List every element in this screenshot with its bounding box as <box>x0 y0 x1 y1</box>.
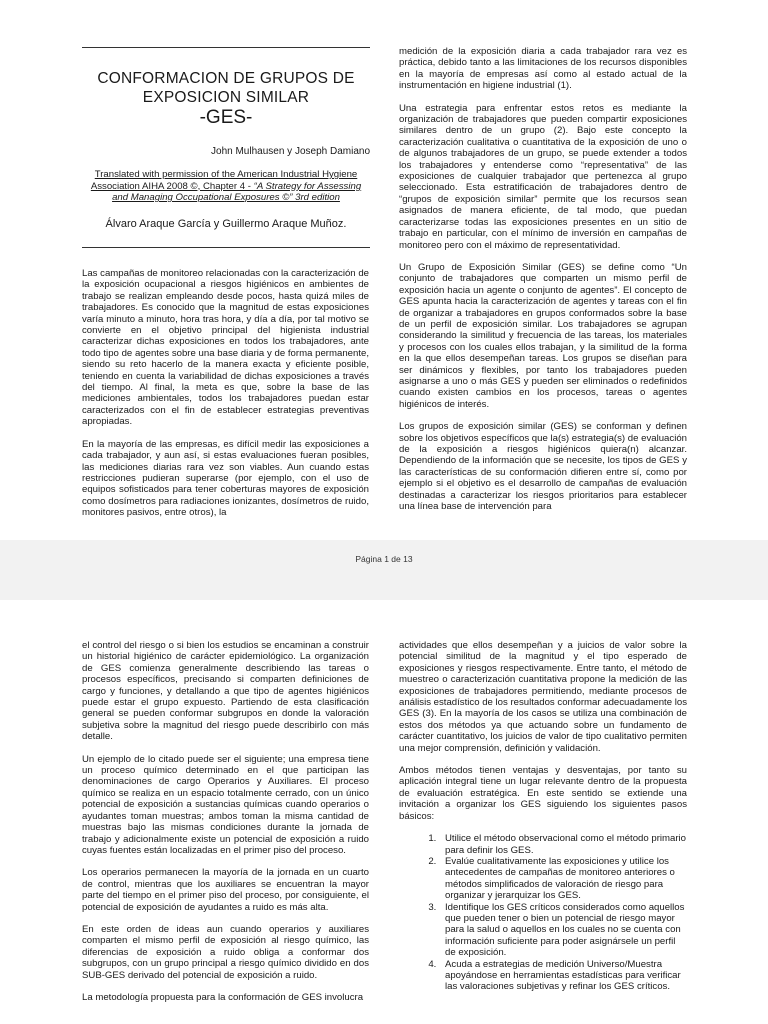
paragraph: medición de la exposición diaria a cada trabajador rara vez es práctica, debido tanto a las limitaciones de los recursos disponibles en la mayoría de empresas así como al estado actual de la instrumentación en higiene industrial (1). <box>399 46 687 92</box>
translators: Álvaro Araque García y Guillermo Araque Muñoz. <box>105 218 347 230</box>
title-line-2: EXPOSICION SIMILAR <box>142 89 310 106</box>
paragraph: Ambos métodos tienen ventajas y desventajas, por tanto su aplicación integral tiene un lugar relevante dentro de la propuesta de evaluación estratégica. En este sentido se extiende una invitación a organizar los GES siguiendo los siguientes pasos básicos: <box>399 765 687 822</box>
paragraph: La metodología propuesta para la conformación de GES involucra <box>82 991 364 1003</box>
authors: John Mulhausen y Joseph Damiano <box>211 146 370 157</box>
paragraph: Los grupos de exposición similar (GES) se conforman y definen sobre los objetivos específicos que la(s) estrategia(s) de evaluación de la exposición a riesgos higiénicos quiera(n) alcanzar. Dependiendo de la información que se necesite, los tipos de GES y las características de su conformación difieren entre sí, como por ejemplo si el objetivo es el desarrollo de campañas de evaluación destinadas a caracterizar los riesgos prioritarios para establecer una línea base de intervención para <box>399 421 687 513</box>
header-rule <box>82 247 370 248</box>
paragraph: actividades que ellos desempeñan y a juicios de valor sobre la potencial similitud de la magnitud y el tipo esperado de exposiciones y riesgos respectivamente. Entre tanto, el método de muestreo o caracterización cuantitativa propone la medición de las exposiciones de trabajadores permitiendo, mediante procesos de análisis estadístico de los resultados conformar adecuadamente los GES (3). En la mayoría de los casos se utiliza una combinación de estos dos métodos ya que actuando sobre un fundamento de carácter cuantitativo, los juicios de valor de tipo cualitativo permiten una mejor comprensión, definición y validación. <box>399 640 687 754</box>
title-line-3: -GES- <box>199 107 253 128</box>
page2-right-column <box>399 640 687 993</box>
paragraph: Un ejemplo de lo citado puede ser el siguiente; una empresa tiene un proceso químico determinado en el que participan las denominaciones de cargo Operarios y Auxiliares. El proceso químico se realiza en un espacio totalmente cerrado, con un único potencial de exposición a sustancias químicas cuando operarios o ayudantes toman muestras; ambos toman la misma cantidad de muestras bajo las mismas condiciones durante la jornada de trabajo y adicionalmente existe un potencial de exposición a ruido cuyas fuentes están localizadas en el primer piso del proceso. <box>82 753 369 856</box>
top-rule <box>82 47 370 48</box>
page2-left-column <box>82 640 369 1014</box>
page-separator <box>0 540 768 600</box>
translation-line-3-text: and Managing Occupational Exposures ©” 3rd edition <box>112 192 340 203</box>
list-item: 3. Identifique los GES críticos considerados como aquellos que pueden tener o bien un potencial de riesgo mayor para la salud o aquellos en los cuales no se cuenta con información suficiente para poder asignársele un perfil de exposición. <box>439 902 687 959</box>
document-page-2 <box>0 600 768 1024</box>
paragraph: Las campañas de monitoreo relacionadas con la caracterización de la exposición ocupacional a riesgos higiénicos en ambientes de trabajo se realizan empleando desde pocos, hasta quizá miles de trabajadores. Es conocido que la magnitud de estas exposiciones varía minuto a minuto, hora tras hora, y día a día, por tal motivo se convierte en el objetivo principal del higienista industrial caracterizar dichas exposiciones en todos los trabajadores, ante todo tipo de agentes sobre una base diaria y de forma permanente, siendo su reto hacerlo de la manera exacta y eficiente posible, teniendo en cuenta la variabilidad de dichas exposiciones a través del tiempo. Al final, la meta es que, sobre la base de las mediciones ambientales, todos los trabajadores puedan estar caracterizados con el fin de establecer estrategias preventivas apropiadas. <box>82 268 369 428</box>
paragraph: En este orden de ideas aun cuando operarios y auxiliares comparten el mismo perfil de exposición al riesgo químico, las diferencias de exposición a ruido obliga a conformar dos subgrupos, con un grupo principal a riesgo químico dividido en dos SUB-GES derivado del potencial de exposición a ruido. <box>82 923 369 981</box>
list-item: 2. Evalúe cualitativamente las exposiciones y utilice los antecedentes de campañas de monitoreo anteriores o métodos simplificados de valoración de riesgo para organizar y jerarquizar los GES. <box>439 856 687 902</box>
document-title <box>82 69 370 129</box>
paragraph: Una estrategia para enfrentar estos retos es mediante la organización de trabajadores que pueden compartir exposiciones similares dentro de un grupo (2). Bajo este concepto la caracterización cualitativa o cuantitativa de la exposición de uno o de algunos trabajadores de un grupo, se puede extender a todos los trabajadores y entenderse como “representativa” de las exposiciones de cualquier trabajador que pertenezca al grupo seleccionado. Esta estratificación de trabajadores dentro de “grupos de exposición similar” permite que los recursos sean asignados de manera eficiente, de tal modo, que puedan caracterizarse todas las exposiciones presentes en un sitio de trabajo en particular, con el mínimo de inversión en campañas de monitoreo pero con el máximo de representatividad. <box>399 102 687 251</box>
list-item: 1. Utilice el método observacional como el método primario para definir los GES. <box>439 833 687 856</box>
translation-line-1: Translated with permission of the American Industrial Hygiene <box>94 169 358 180</box>
translation-note <box>84 169 368 204</box>
paragraph: Un Grupo de Exposición Similar (GES) se define como “Un conjunto de trabajadores que comparten un mismo perfil de exposición hacia un agente o conjunto de agentes”. El concepto de GES apunta hacia la caracterización de agentes y tareas con el fin de organizar a trabajadores en grupos conformados sobre la base de un perfil de exposición similar. Los trabajadores se agrupan considerando la similitud y frecuencia de las tareas, los materiales y procesos con los cuales ellos trabajan, y la similitud de la forma en la que ellos desempeñan tareas. Los grupos se diseñan para ser dinámicos y flexibles, por tanto los trabajadores pueden asignarse a uno o más GES y pueden ser eliminados o redefinidos cuando existen cambios en los procesos, tareas o agentes higiénicos de interés. <box>399 261 687 410</box>
translation-line-2 <box>84 181 368 193</box>
steps-list <box>399 833 687 993</box>
paragraph: Los operarios permanecen la mayoría de la jornada en un cuarto de control, mientras que los auxiliares se encuentran la mayor parte del tiempo en el primer piso del proceso, por consiguiente, el potencial de exposición de ayudantes a ruido es más alta. <box>82 867 369 913</box>
page1-right-column <box>399 46 687 523</box>
paragraph: En la mayoría de las empresas, es difícil medir las exposiciones a cada trabajador, y aun así, si estas evaluaciones fueran posibles, las mediciones diarias rara vez son viables. Aun cuando estas restricciones pudieran superarse (por ejemplo, con el uso de equipos sofisticados para tener coberturas mayores de exposición como dosímetros para radiaciones ionizantes, dosímetros de ruido, monitores pasivos, entre otros), la <box>82 438 369 519</box>
title-line-1: CONFORMACION DE GRUPOS DE <box>97 70 355 87</box>
translation-line-3 <box>84 192 368 204</box>
page-number: Página 1 de 13 <box>355 554 413 564</box>
page1-left-column <box>82 268 369 530</box>
translation-line-2a: Association AIHA 2008 ©, Chapter 4 - <box>90 180 254 192</box>
paragraph: el control del riesgo o si bien los estudios se encaminan a construir un historial higiénico de carácter epidemiológico. La organización de GES comienza generalmente describiendo las tareas o procesos específicos, precisando si comparten definiciones de cargo y funciones, y detallando a que tipo de agentes higiénicos puede estar el grupo expuesto. Partiendo de esta clasificación general se pueden conformar subgrupos en donde la valoración subjetiva sobre la magnitud del riesgo puede describirlo con más detalle. <box>82 640 369 743</box>
list-item: 4. Acuda a estrategias de medición Universo/Muestra apoyándose en herramientas estadísticas para verificar las valoraciones subjetivas y refinar los GES críticos. <box>439 959 687 993</box>
translation-line-2b: “A Strategy for Assessing <box>253 180 362 192</box>
